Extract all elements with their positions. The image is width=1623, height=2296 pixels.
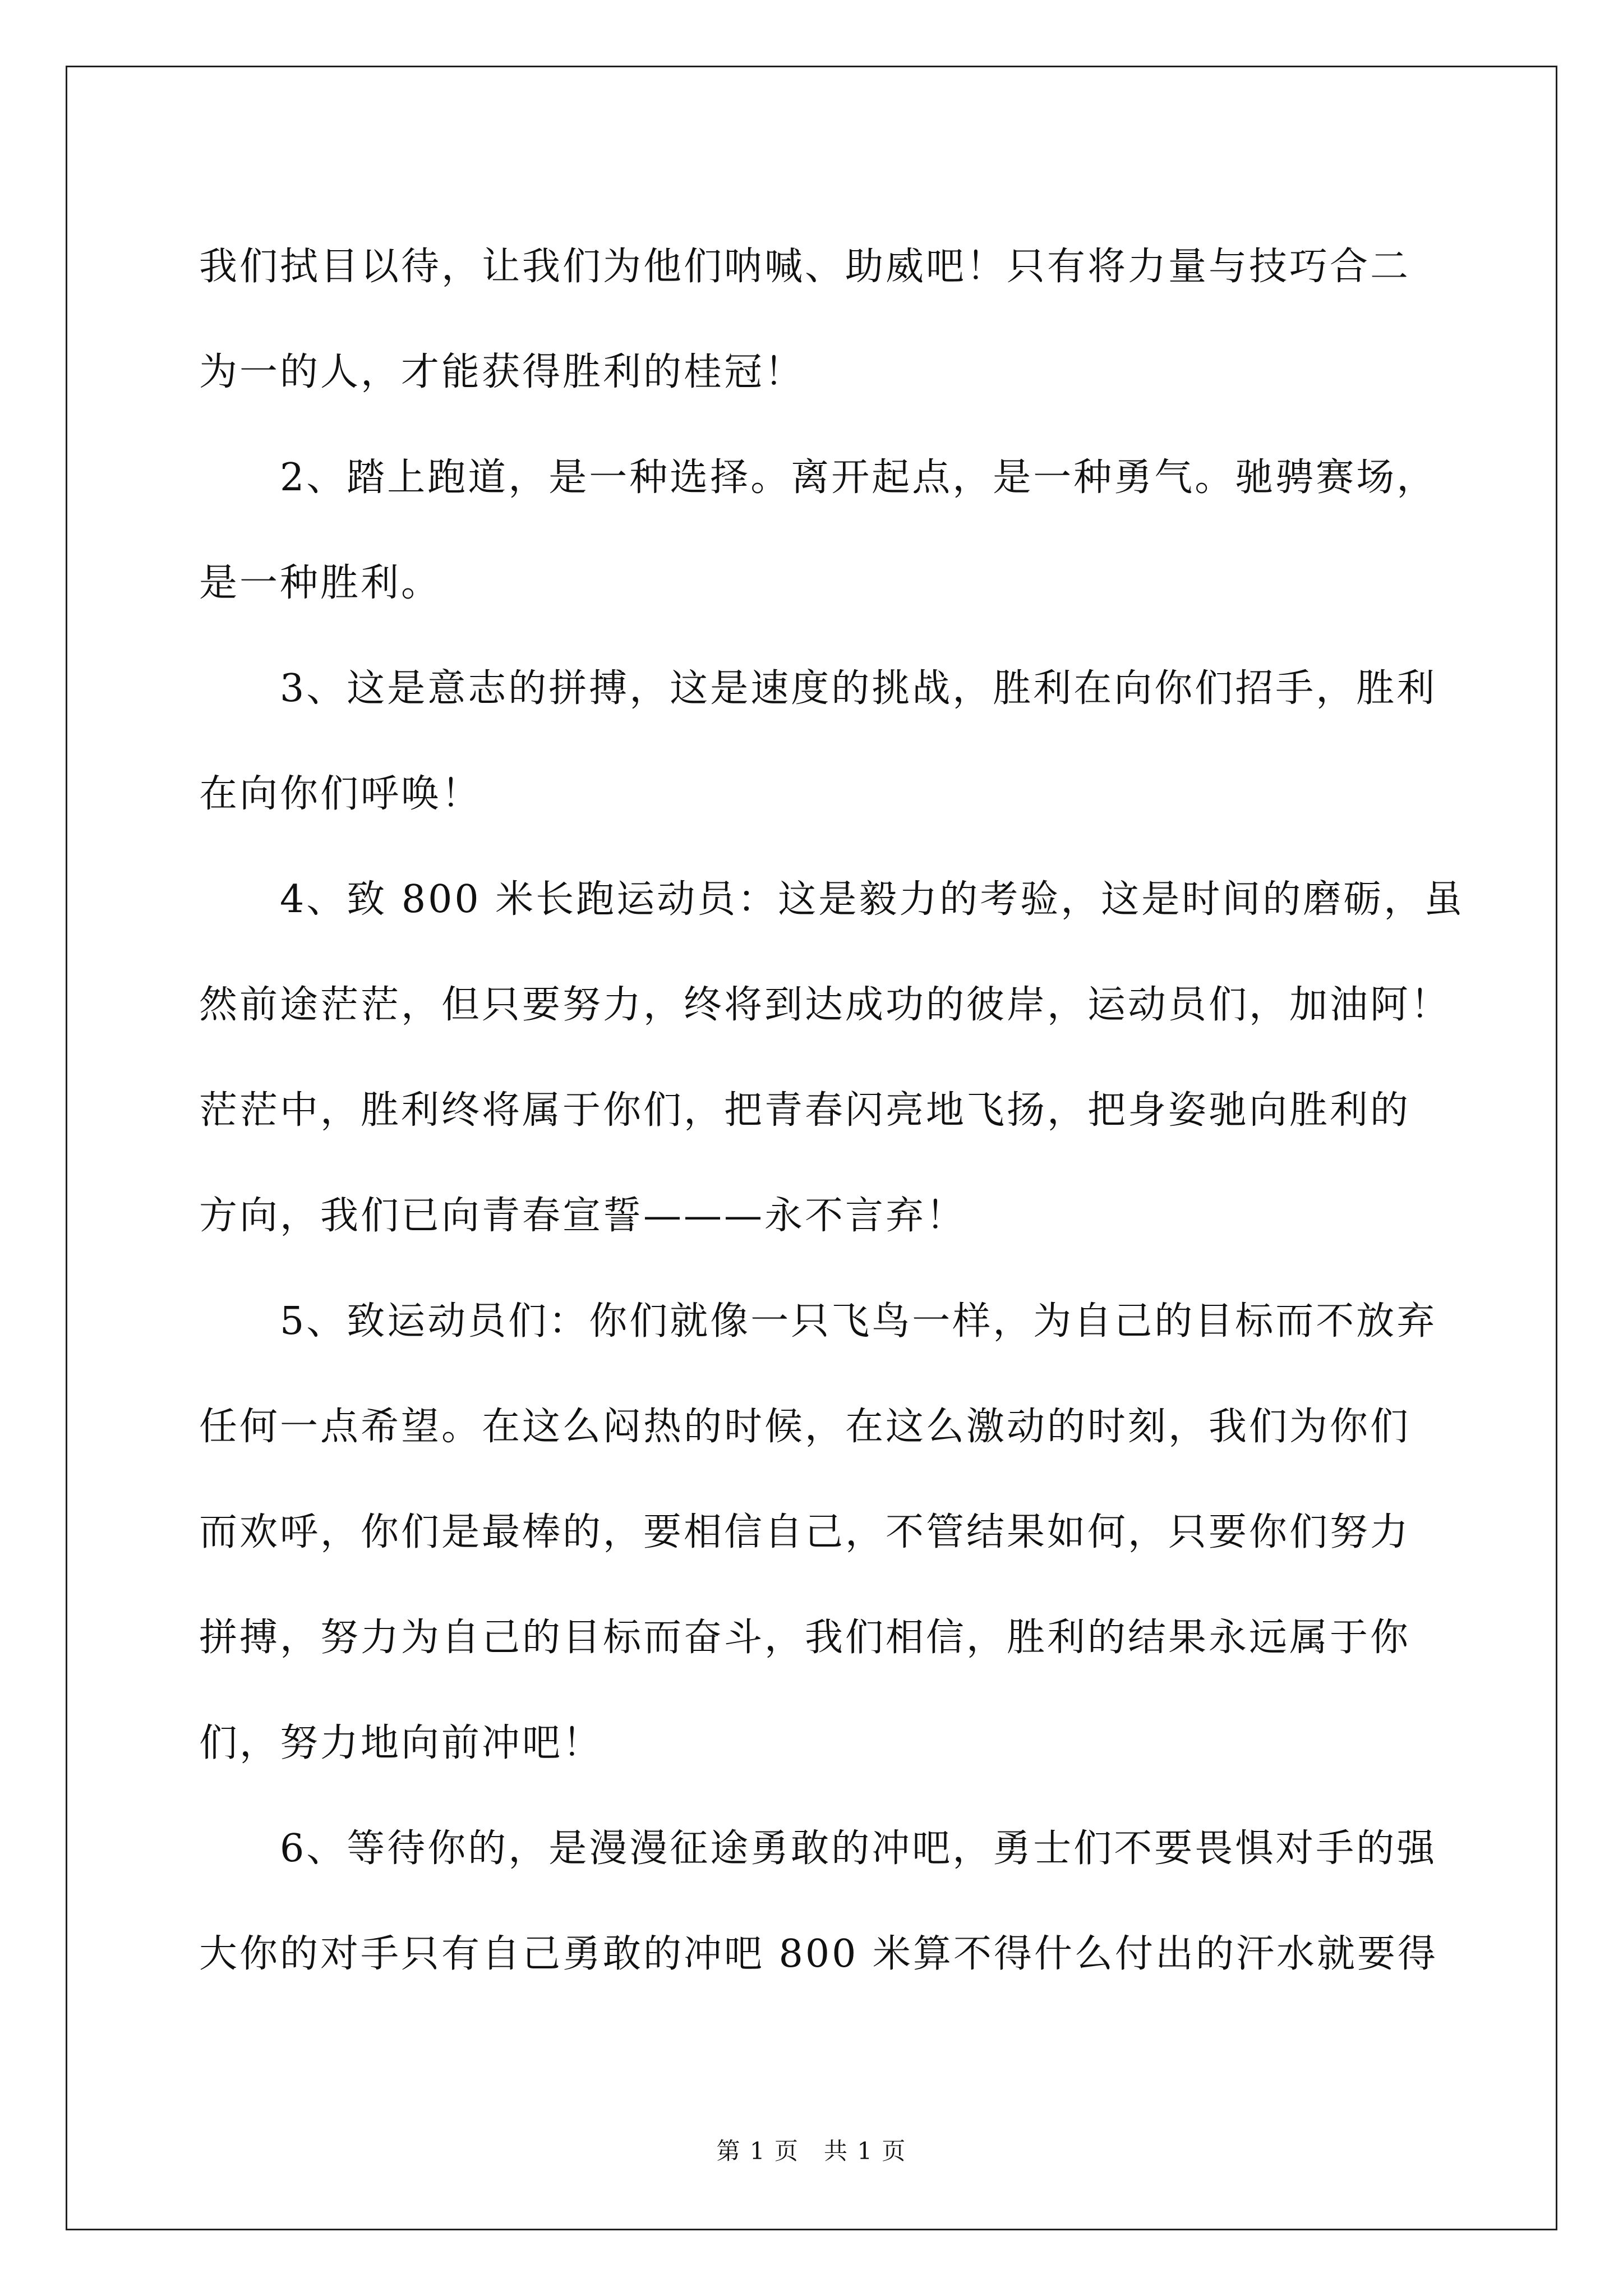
text-line: 而欢呼，你们是最棒的，要相信自己，不管结果如何，只要你们努力: [199, 1510, 1411, 1554]
text-line: 6、等待你的，是漫漫征途勇敢的冲吧，勇士们不要畏惧对手的强: [199, 1826, 1437, 1871]
text-line: 茫茫中，胜利终将属于你们，把青春闪亮地飞扬，把身姿驰向胜利的: [199, 1088, 1411, 1133]
text-line: 们，努力地向前冲吧！: [199, 1721, 603, 1765]
text-line: 大你的对手只有自己勇敢的冲吧 800 米算不得什么付出的汗水就要得: [199, 1932, 1438, 1976]
text-line: 任何一点希望。在这么闷热的时候，在这么激动的时刻，我们为你们: [199, 1405, 1411, 1449]
text-line: 是一种胜利。: [199, 561, 442, 605]
text-line: 为一的人，才能获得胜利的桂冠！: [199, 350, 805, 394]
text-line: 方向，我们已向青春宣誓———永不言弃！: [199, 1194, 967, 1238]
text-line: 在向你们呼唤！: [199, 772, 482, 816]
text-line: 4、致 800 米长跑运动员：这是毅力的考验，这是时间的磨砺，虽: [199, 877, 1465, 922]
text-line: 2、踏上跑道，是一种选择。离开起点，是一种勇气。驰骋赛场，: [199, 455, 1437, 500]
text-line: 拼搏，努力为自己的目标而奋斗，我们相信，胜利的结果永远属于你: [199, 1616, 1411, 1660]
document-body: [199, 214, 1465, 2007]
text-line: 我们拭目以待，让我们为他们呐喊、助威吧！只有将力量与技巧合二: [199, 245, 1411, 289]
text-line: 然前途茫茫，但只要努力，终将到达成功的彼岸，运动员们，加油阿！: [199, 983, 1451, 1027]
text-line: 5、致运动员们：你们就像一只飞鸟一样，为自己的目标而不放弃: [199, 1299, 1437, 1343]
text-line: 3、这是意志的拼搏，这是速度的挑战，胜利在向你们招手，胜利: [199, 666, 1437, 711]
page-number-footer: 第 1 页 共 1 页: [716, 2137, 907, 2165]
